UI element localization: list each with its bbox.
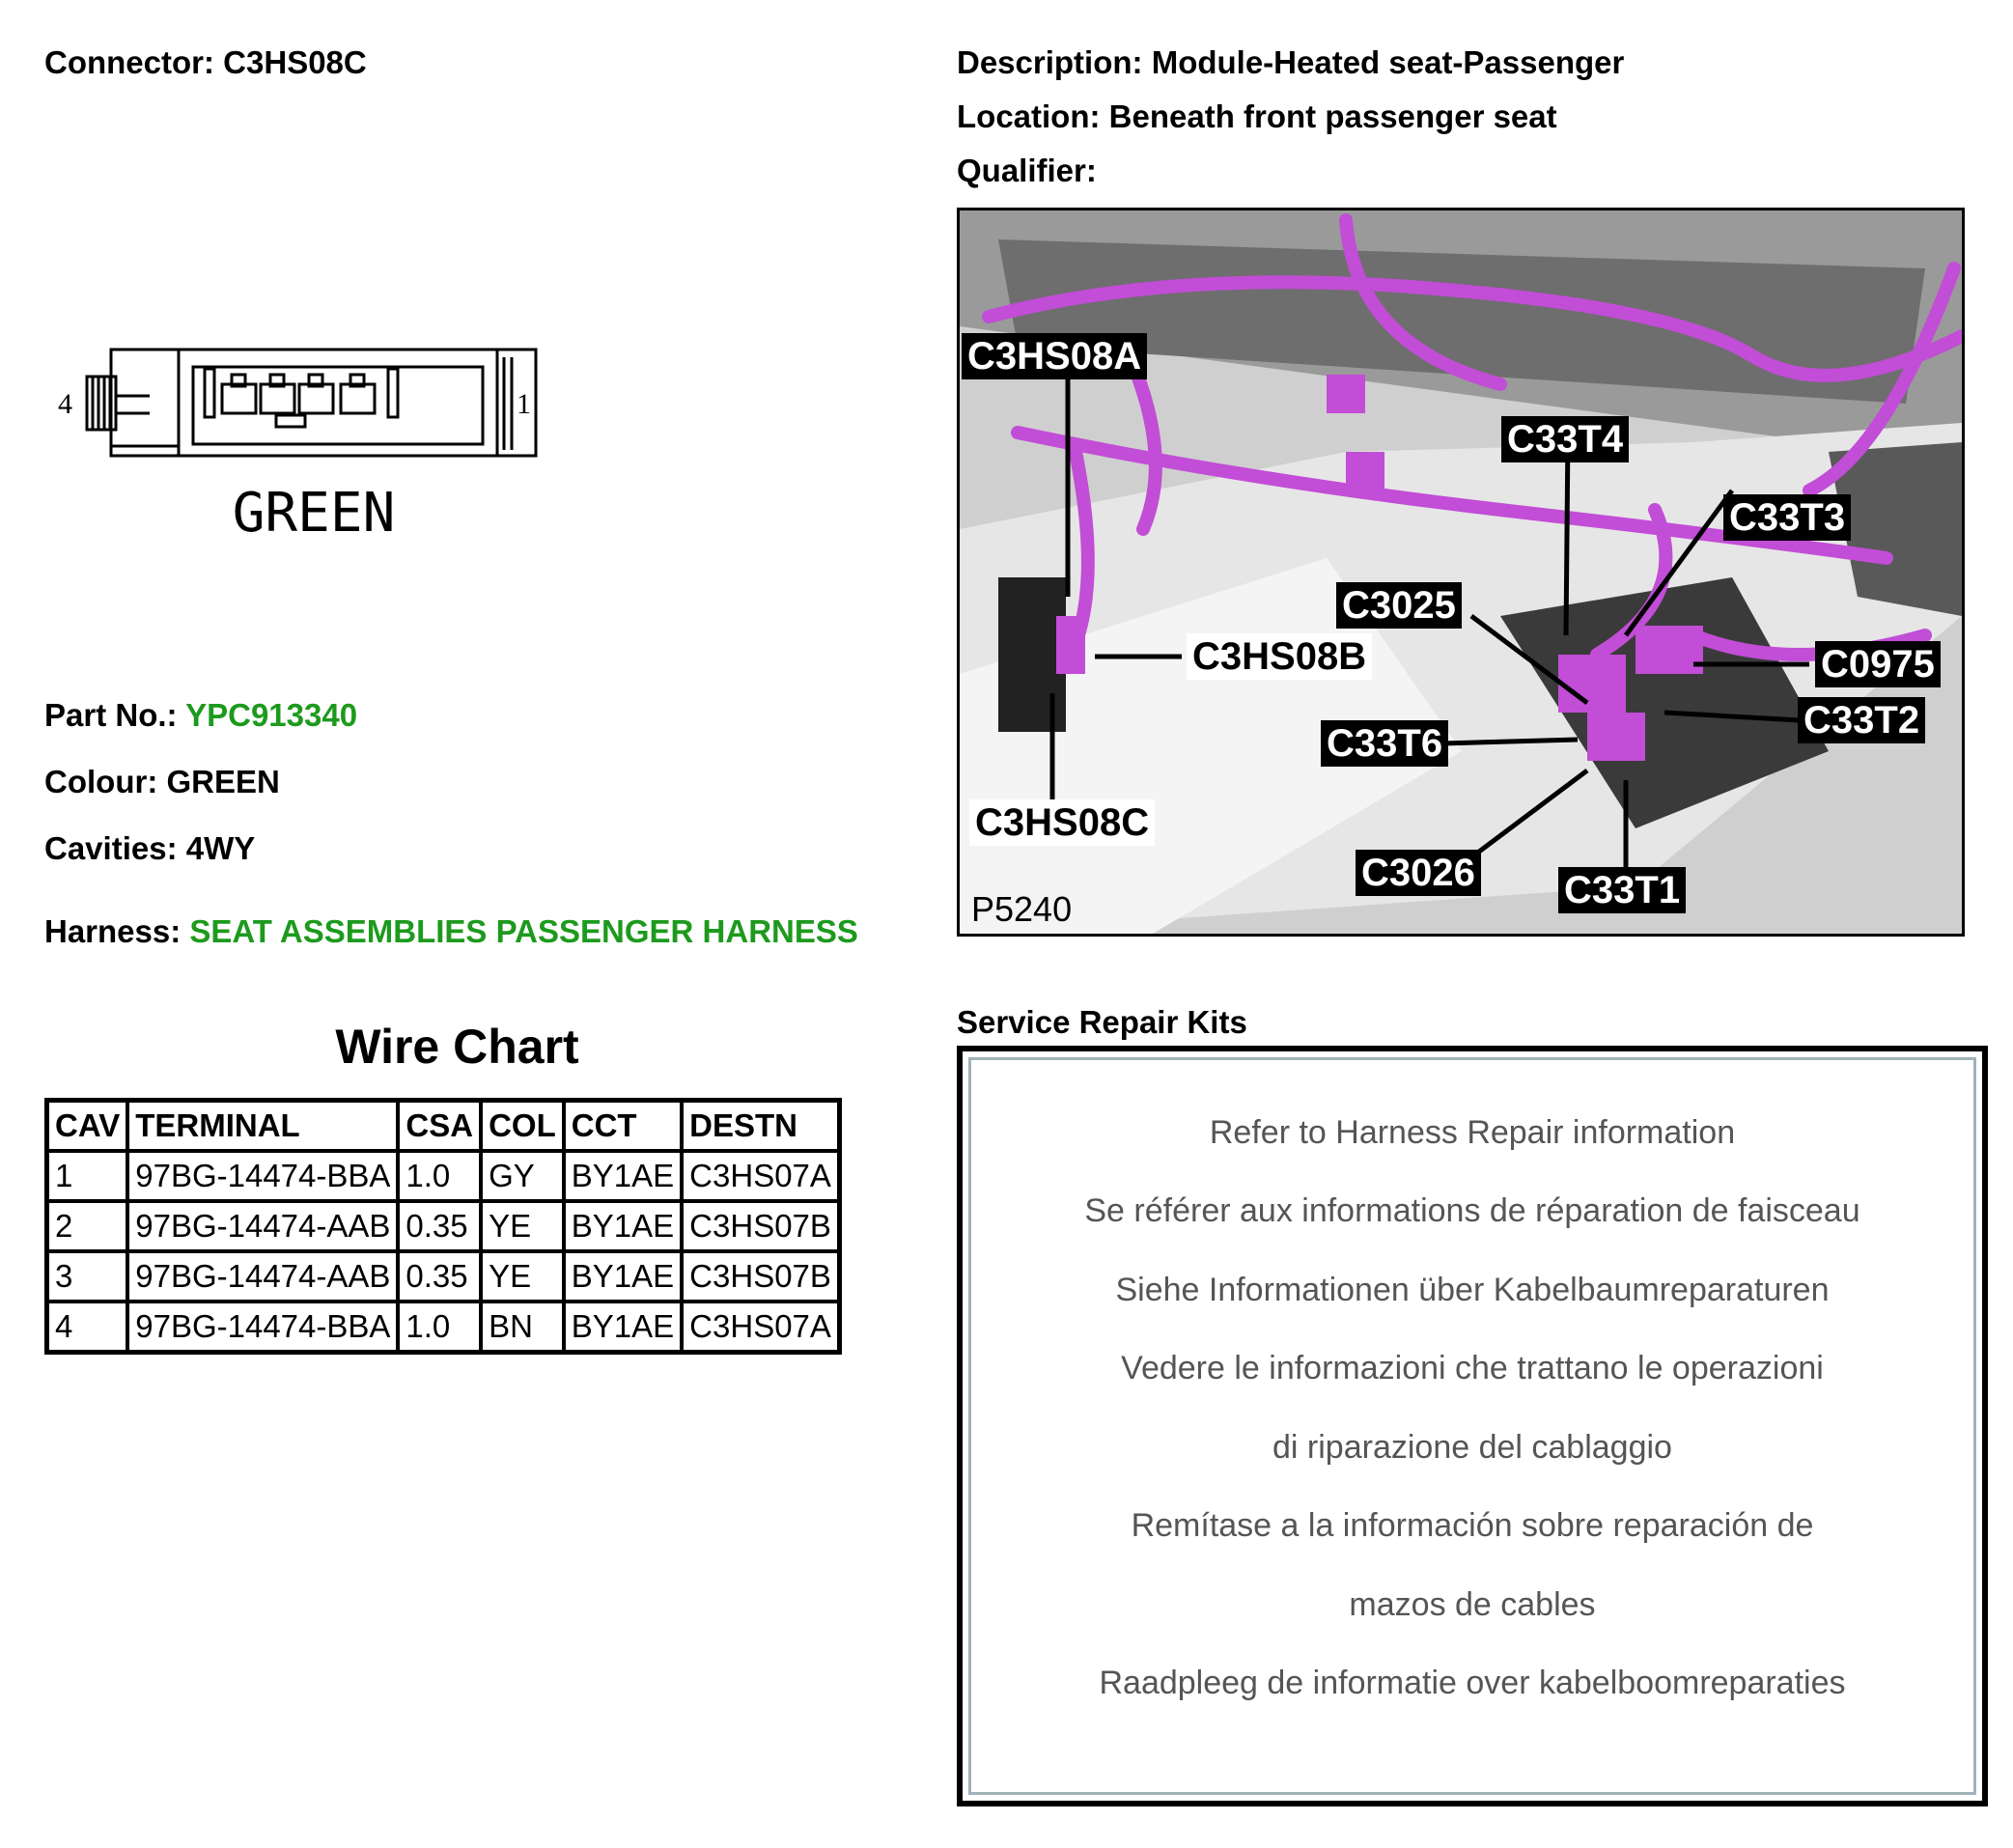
photo-reference: P5240 xyxy=(971,889,1073,929)
cell-terminal: 97BG-14474-AAB xyxy=(127,1251,398,1302)
connector-value: C3HS08C xyxy=(223,44,367,80)
callout-c3hs08a: C3HS08A xyxy=(962,333,1147,379)
connector-label: Connector: xyxy=(44,44,214,80)
cavities-label: Cavities: xyxy=(44,830,178,866)
harness-label: Harness: xyxy=(44,913,182,949)
cell-cct: BY1AE xyxy=(564,1151,682,1201)
kit-line: Raadpleeg de informatie over kabelboomreparaties xyxy=(1099,1665,1846,1701)
cell-destn: C3HS07A xyxy=(682,1302,839,1353)
service-kits-box xyxy=(957,1046,1988,1806)
part-no-label: Part No.: xyxy=(44,697,178,733)
pin-4-label: 4 xyxy=(58,388,72,420)
cell-cct: BY1AE xyxy=(564,1201,682,1251)
table-row xyxy=(47,1151,840,1201)
connector-color-label: GREEN xyxy=(232,482,396,545)
col-header-csa: CSA xyxy=(398,1101,481,1152)
cell-terminal: 97BG-14474-BBA xyxy=(127,1151,398,1201)
location-value: Beneath front passenger seat xyxy=(1108,98,1557,134)
callout-c33t4: C33T4 xyxy=(1501,416,1629,462)
cell-col: YE xyxy=(481,1251,564,1302)
col-header-col: COL xyxy=(481,1101,564,1152)
connector-diagram xyxy=(58,328,560,560)
callout-c3hs08b: C3HS08B xyxy=(1187,633,1372,680)
cell-csa: 0.35 xyxy=(398,1201,481,1251)
kit-line: Vedere le informazioni che trattano le operazioni xyxy=(1121,1350,1824,1386)
cell-destn: C3HS07A xyxy=(682,1151,839,1201)
colour-label: Colour: xyxy=(44,764,158,799)
callout-c33t3: C33T3 xyxy=(1723,494,1851,541)
qualifier-label: Qualifier: xyxy=(957,153,1097,188)
location-line xyxy=(957,98,1557,135)
kit-line: Se référer aux informations de réparation de faisceau xyxy=(1084,1192,1860,1229)
cell-cav: 2 xyxy=(47,1201,128,1251)
cell-col: BN xyxy=(481,1302,564,1353)
location-photo xyxy=(957,208,1965,937)
description-value: Module-Heated seat-Passenger xyxy=(1151,44,1625,80)
callout-c33t1: C33T1 xyxy=(1558,867,1686,913)
service-kits-title: Service Repair Kits xyxy=(957,1004,1247,1040)
kit-line: mazos de cables xyxy=(1349,1586,1596,1623)
wire-chart-header-row xyxy=(47,1101,840,1152)
col-header-cct: CCT xyxy=(564,1101,682,1152)
colour-line xyxy=(44,764,280,800)
cavity-icons xyxy=(205,369,398,427)
table-row xyxy=(47,1302,840,1353)
table-row xyxy=(47,1251,840,1302)
kit-line: di riparazione del cablaggio xyxy=(1272,1429,1672,1466)
cell-cct: BY1AE xyxy=(564,1251,682,1302)
kit-line: Remítase a la información sobre reparación de xyxy=(1131,1507,1814,1544)
part-no-link[interactable]: YPC913340 xyxy=(185,697,358,733)
cavities-value: 4WY xyxy=(185,830,256,866)
cell-csa: 0.35 xyxy=(398,1251,481,1302)
col-header-cav: CAV xyxy=(47,1101,128,1152)
connector-line xyxy=(44,44,367,81)
cell-destn: C3HS07B xyxy=(682,1201,839,1251)
cell-destn: C3HS07B xyxy=(682,1251,839,1302)
cell-cav: 4 xyxy=(47,1302,128,1353)
callout-c33t2: C33T2 xyxy=(1798,697,1925,743)
col-header-terminal: TERMINAL xyxy=(127,1101,398,1152)
table-row xyxy=(47,1201,840,1251)
callout-c0975: C0975 xyxy=(1815,641,1941,687)
wire-chart-title: Wire Chart xyxy=(335,1020,579,1074)
part-no-line xyxy=(44,697,357,734)
cell-cav: 3 xyxy=(47,1251,128,1302)
harness-link[interactable]: SEAT ASSEMBLIES PASSENGER HARNESS xyxy=(189,913,858,949)
cell-col: YE xyxy=(481,1201,564,1251)
cell-csa: 1.0 xyxy=(398,1302,481,1353)
location-label: Location: xyxy=(957,98,1101,134)
cell-cct: BY1AE xyxy=(564,1302,682,1353)
cell-col: GY xyxy=(481,1151,564,1201)
col-header-destn: DESTN xyxy=(682,1101,839,1152)
callout-c3025: C3025 xyxy=(1336,582,1462,629)
cell-terminal: 97BG-14474-AAB xyxy=(127,1201,398,1251)
harness-line xyxy=(44,913,858,950)
cell-cav: 1 xyxy=(47,1151,128,1201)
colour-value: GREEN xyxy=(166,764,280,799)
wire-chart-table xyxy=(44,1098,842,1355)
cell-csa: 1.0 xyxy=(398,1151,481,1201)
pin-1-label: 1 xyxy=(517,388,531,420)
kit-line: Siehe Informationen über Kabelbaumreparaturen xyxy=(1115,1272,1830,1308)
callout-c3026: C3026 xyxy=(1356,850,1481,896)
description-label: Description: xyxy=(957,44,1143,80)
qualifier-line xyxy=(957,153,1097,189)
cavities-line xyxy=(44,830,255,867)
description-line xyxy=(957,44,1624,81)
kit-line: Refer to Harness Repair information xyxy=(1209,1114,1736,1151)
service-kits-inner xyxy=(968,1057,1976,1795)
callout-c3hs08c: C3HS08C xyxy=(969,799,1155,846)
cell-terminal: 97BG-14474-BBA xyxy=(127,1302,398,1353)
callout-c33t6: C33T6 xyxy=(1321,720,1448,767)
